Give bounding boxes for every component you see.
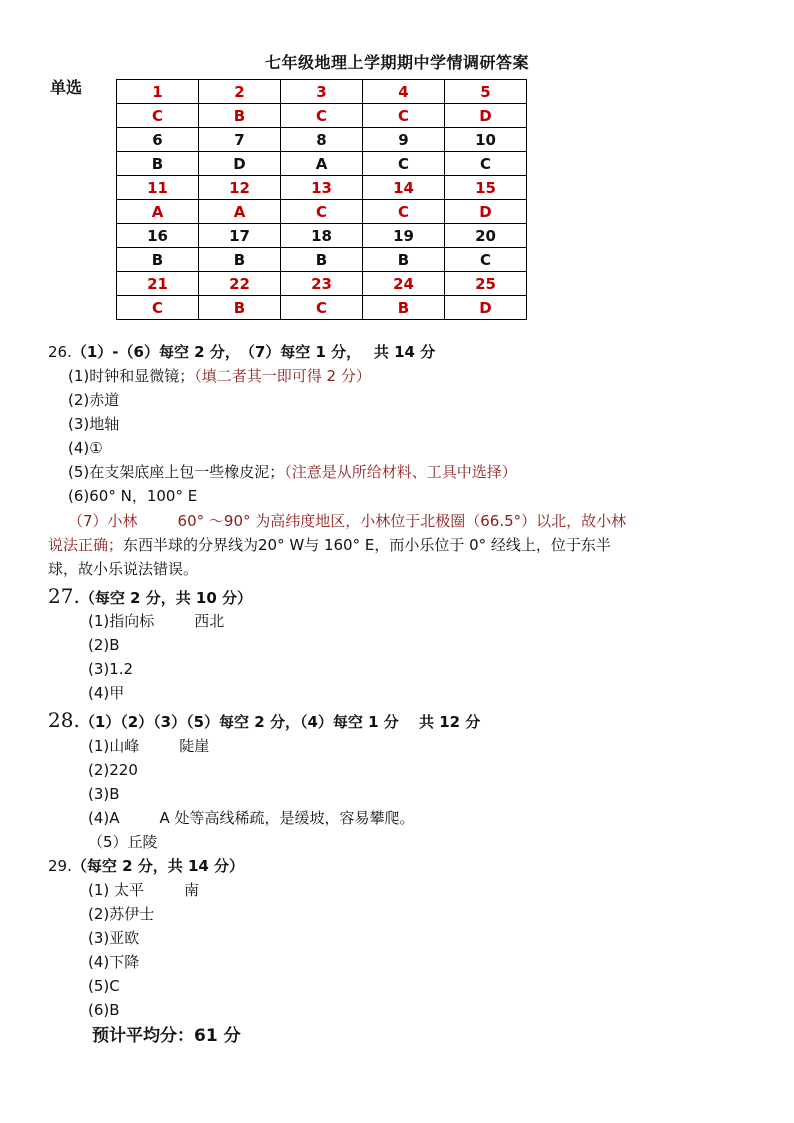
question-number-cell: 2 [199, 80, 281, 104]
q27-answer-1 [88, 611, 224, 631]
q29-answer-5: (5)C [88, 977, 120, 995]
q28-answer-2: (2)220 [88, 761, 138, 779]
answer-cell: C [445, 248, 527, 272]
q28-answer-1 [88, 736, 209, 756]
answer-cell: C [117, 296, 199, 320]
q26-header [48, 342, 435, 362]
q29-number: 29. [48, 857, 72, 875]
question-number-cell: 18 [281, 224, 363, 248]
q26-answer-1-note: （填二者其一即可得 2 分） [194, 367, 371, 385]
table-row [117, 128, 527, 152]
question-number-cell: 8 [281, 128, 363, 152]
table-row [117, 224, 527, 248]
question-number-cell: 14 [363, 176, 445, 200]
q26-answer-7 [68, 511, 626, 531]
table-row [117, 248, 527, 272]
question-number-cell: 17 [199, 224, 281, 248]
q28-answer-1-text: (1)山峰 [88, 737, 140, 755]
question-number-cell: 10 [445, 128, 527, 152]
q26-answer-5 [68, 462, 517, 482]
question-number-cell: 1 [117, 80, 199, 104]
q26-answer-6: (6)60° N，100° E [68, 487, 198, 505]
q29-header [48, 856, 244, 876]
answer-cell: B [363, 248, 445, 272]
question-number-cell: 24 [363, 272, 445, 296]
q26-answer-2: (2)赤道 [68, 391, 120, 409]
q28-scoring: （1）（2）（3）（5）每空 2 分，（4）每空 1 分 共 12 分 [79, 713, 481, 731]
q29-answer-6: (6)B [88, 1001, 120, 1019]
question-number-cell: 5 [445, 80, 527, 104]
question-number-cell: 22 [199, 272, 281, 296]
q28-answer-4-reason: A 处等高线稀疏，是缓坡，容易攀爬。 [159, 809, 415, 827]
q28-answer-3: (3)B [88, 785, 120, 803]
question-number-cell: 13 [281, 176, 363, 200]
question-number-cell: 3 [281, 80, 363, 104]
answer-cell: C [363, 152, 445, 176]
answer-cell: A [199, 200, 281, 224]
q28-header [48, 710, 480, 732]
q27-header [48, 586, 252, 608]
table-row [117, 296, 527, 320]
q27-answer-1-direction: 西北 [194, 612, 225, 630]
single-choice-label: 单选 [50, 78, 83, 97]
table-row [117, 176, 527, 200]
answer-cell: B [281, 248, 363, 272]
q28-answer-4-text: (4)A [88, 809, 120, 827]
q26-answer-7-label: （7）小林 [68, 512, 138, 530]
answer-cell: B [199, 104, 281, 128]
answer-cell: C [363, 104, 445, 128]
answer-cell: D [199, 152, 281, 176]
answer-cell: B [117, 152, 199, 176]
answer-cell: C [281, 296, 363, 320]
question-number-cell: 15 [445, 176, 527, 200]
page-title: 七年级地理上学期期中学情调研答案 [264, 53, 529, 72]
q26-answer-7-cont [48, 535, 611, 555]
q26-answer-5-text: (5)在支架底座上包一些橡皮泥； [68, 463, 285, 481]
average-score: 预计平均分：61 分 [92, 1026, 241, 1046]
answer-cell: D [445, 296, 527, 320]
question-number-cell: 20 [445, 224, 527, 248]
q26-answer-5-note: （注意是从所给材料、工具中选择） [284, 463, 517, 481]
question-number-cell: 4 [363, 80, 445, 104]
q29-answer-3: (3)亚欧 [88, 929, 140, 947]
q29-answer-1-b: 南 [184, 881, 200, 899]
question-number-cell: 19 [363, 224, 445, 248]
q29-answer-1-text: (1) 太平 [88, 881, 145, 899]
q26-answer-1 [68, 366, 371, 386]
answer-table [116, 79, 527, 320]
q26-answer-7-end: 球，故小乐说法错误。 [48, 560, 199, 578]
answer-cell: D [445, 104, 527, 128]
q27-answer-4: (4)甲 [88, 684, 125, 702]
answer-cell: B [363, 296, 445, 320]
answer-cell: D [445, 200, 527, 224]
answer-cell: C [445, 152, 527, 176]
q28-answer-1-b: 陡崖 [179, 737, 210, 755]
q26-answer-7-conclusion: 说法正确； [48, 536, 124, 554]
question-number-cell: 25 [445, 272, 527, 296]
q28-answer-5: （5）丘陵 [88, 833, 158, 851]
answer-cell: C [363, 200, 445, 224]
question-number-cell: 11 [117, 176, 199, 200]
q29-scoring: （每空 2 分，共 14 分） [71, 857, 245, 875]
q27-scoring: （每空 2 分，共 10 分） [79, 589, 253, 607]
q26-answer-4: (4)① [68, 439, 103, 457]
answer-cell: B [117, 248, 199, 272]
q29-answer-4: (4)下降 [88, 953, 140, 971]
q27-answer-3: (3)1.2 [88, 660, 134, 678]
q26-answer-3: (3)地轴 [68, 415, 120, 433]
q29-answer-1 [88, 880, 199, 900]
q26-answer-7-text2: 东西半球的分界线为20° W与 160° E，而小乐位于 0° 经线上，位于东半 [123, 536, 611, 554]
answer-cell: C [281, 200, 363, 224]
question-number-cell: 23 [281, 272, 363, 296]
q28-answer-4 [88, 808, 415, 828]
q26-number: 26. [48, 343, 72, 361]
question-number-cell: 12 [199, 176, 281, 200]
question-number-cell: 9 [363, 128, 445, 152]
q26-scoring: （1）-（6）每空 2 分， （7）每空 1 分， 共 14 分 [71, 343, 436, 361]
answer-cell: C [117, 104, 199, 128]
table-row [117, 200, 527, 224]
table-row [117, 104, 527, 128]
table-row [117, 152, 527, 176]
q26-answer-1-text: (1)时钟和显微镜； [68, 367, 195, 385]
question-number-cell: 6 [117, 128, 199, 152]
question-number-cell: 16 [117, 224, 199, 248]
q26-answer-7-text: 60° ～90° 为高纬度地区，小林位于北极圈（66.5°）以北，故小林 [177, 512, 627, 530]
q28-number: 28. [48, 708, 80, 732]
answer-cell: C [281, 104, 363, 128]
answer-cell: A [281, 152, 363, 176]
answer-cell: A [117, 200, 199, 224]
question-number-cell: 7 [199, 128, 281, 152]
table-row [117, 272, 527, 296]
q27-number: 27. [48, 584, 80, 608]
table-row [117, 80, 527, 104]
answer-cell: B [199, 248, 281, 272]
q29-answer-2: (2)苏伊士 [88, 905, 155, 923]
question-number-cell: 21 [117, 272, 199, 296]
answer-cell: B [199, 296, 281, 320]
q27-answer-2: (2)B [88, 636, 120, 654]
q27-answer-1-text: (1)指向标 [88, 612, 155, 630]
